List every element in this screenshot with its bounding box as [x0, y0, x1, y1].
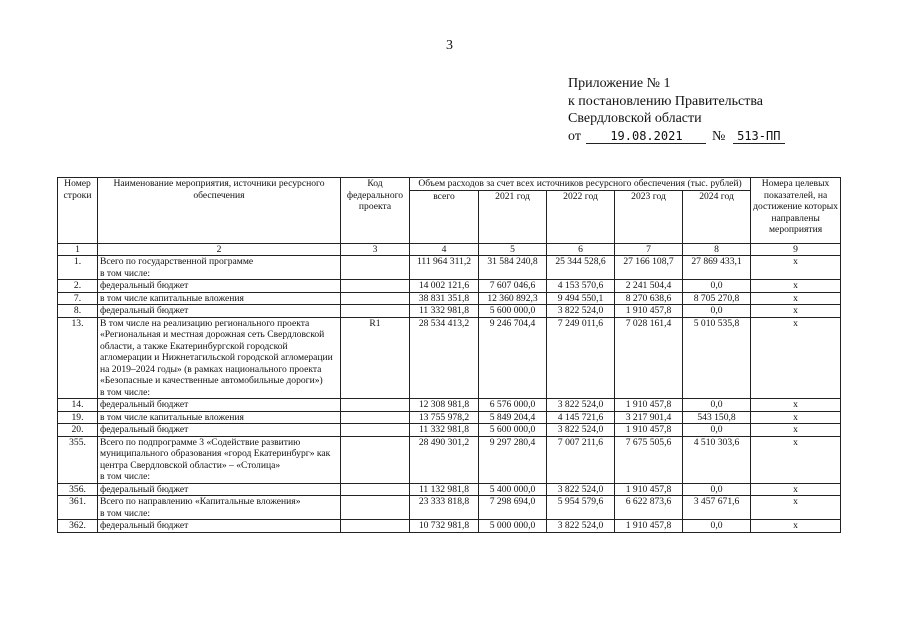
column-number: 7: [615, 243, 683, 256]
column-number: 4: [410, 243, 479, 256]
federal-project-code-cell: [341, 399, 410, 412]
value-2021-cell: 5 849 204,4: [479, 411, 547, 424]
target-indicator-cell: х: [751, 399, 841, 412]
header-row-no: Номер строки: [58, 178, 98, 244]
value-2022-cell: 25 344 528,6: [547, 256, 615, 280]
value-2024-cell: 8 705 270,8: [683, 292, 751, 305]
total-cell: 14 002 121,6: [410, 280, 479, 293]
header-name: Наименование мероприятия, источники ресурсного обеспечения: [98, 178, 341, 244]
column-numbers-row: [58, 243, 841, 256]
table-row: [58, 292, 841, 305]
target-indicator-cell: х: [751, 483, 841, 496]
value-2024-cell: 4 510 303,6: [683, 436, 751, 483]
value-2024-cell: 0,0: [683, 280, 751, 293]
value-2022-cell: 5 954 579,6: [547, 496, 615, 520]
number-label: №: [711, 128, 726, 144]
value-2024-cell: 27 869 433,1: [683, 256, 751, 280]
column-number: 5: [479, 243, 547, 256]
value-2023-cell: 7 675 505,6: [615, 436, 683, 483]
row-name-cell: в том числе капитальные вложения: [98, 292, 341, 305]
federal-project-code-cell: [341, 292, 410, 305]
federal-project-code-cell: [341, 256, 410, 280]
total-cell: 13 755 978,2: [410, 411, 479, 424]
row-name-cell: федеральный бюджет: [98, 305, 341, 318]
row-name-cell: Всего по направлению «Капитальные вложения» в том числе:: [98, 496, 341, 520]
target-indicator-cell: х: [751, 520, 841, 533]
table-row: [58, 483, 841, 496]
target-indicator-cell: х: [751, 305, 841, 318]
total-cell: 11 332 981,8: [410, 424, 479, 437]
header-total: всего: [410, 190, 479, 243]
value-2022-cell: 7 007 211,6: [547, 436, 615, 483]
target-indicator-cell: х: [751, 292, 841, 305]
row-number-cell: 356.: [58, 483, 98, 496]
total-cell: 28 534 413,2: [410, 317, 479, 399]
table-row: [58, 256, 841, 280]
value-2024-cell: 0,0: [683, 399, 751, 412]
row-number-cell: 7.: [58, 292, 98, 305]
row-name-cell: федеральный бюджет: [98, 424, 341, 437]
value-2021-cell: 31 584 240,8: [479, 256, 547, 280]
value-2023-cell: 3 217 901,4: [615, 411, 683, 424]
value-2022-cell: 3 822 524,0: [547, 305, 615, 318]
value-2023-cell: 1 910 457,8: [615, 520, 683, 533]
total-cell: 11 132 981,8: [410, 483, 479, 496]
value-2024-cell: 5 010 535,8: [683, 317, 751, 399]
value-2024-cell: 543 150,8: [683, 411, 751, 424]
federal-project-code-cell: [341, 520, 410, 533]
row-number-cell: 361.: [58, 496, 98, 520]
appendix-date-line: [568, 128, 785, 146]
row-number-cell: 362.: [58, 520, 98, 533]
federal-project-code-cell: [341, 424, 410, 437]
appendix-region: Свердловской области: [568, 111, 702, 126]
header-code: Код федерального проекта: [341, 178, 410, 244]
value-2023-cell: 1 910 457,8: [615, 483, 683, 496]
federal-project-code-cell: [341, 305, 410, 318]
total-cell: 10 732 981,8: [410, 520, 479, 533]
row-number-cell: 1.: [58, 256, 98, 280]
row-number-cell: 14.: [58, 399, 98, 412]
from-label: от: [568, 128, 581, 144]
row-name-cell: федеральный бюджет: [98, 399, 341, 412]
appendix-block: [568, 75, 785, 145]
row-name-cell: Всего по государственной программе в том числе:: [98, 256, 341, 280]
federal-project-code-cell: [341, 496, 410, 520]
table-row: [58, 520, 841, 533]
value-2022-cell: 7 249 011,6: [547, 317, 615, 399]
federal-project-code-cell: [341, 436, 410, 483]
column-number: 3: [341, 243, 410, 256]
value-2023-cell: 27 166 108,7: [615, 256, 683, 280]
table-row: [58, 317, 841, 399]
value-2021-cell: 6 576 000,0: [479, 399, 547, 412]
federal-project-code-cell: [341, 280, 410, 293]
value-2024-cell: 3 457 671,6: [683, 496, 751, 520]
header-2022: 2022 год: [547, 190, 615, 243]
federal-project-code-cell: R1: [341, 317, 410, 399]
total-cell: 11 332 981,8: [410, 305, 479, 318]
header-2021: 2021 год: [479, 190, 547, 243]
table-row: [58, 411, 841, 424]
table-row: [58, 399, 841, 412]
resolution-number: 513-ПП: [733, 129, 785, 144]
header-volume: Объем расходов за счет всех источников ресурсного обеспечения (тыс. рублей): [410, 178, 751, 191]
table-row: [58, 424, 841, 437]
value-2021-cell: 7 607 046,6: [479, 280, 547, 293]
total-cell: 38 831 351,8: [410, 292, 479, 305]
column-number: 9: [751, 243, 841, 256]
row-number-cell: 2.: [58, 280, 98, 293]
appendix-title: Приложение № 1: [568, 76, 671, 91]
value-2021-cell: 7 298 694,0: [479, 496, 547, 520]
target-indicator-cell: х: [751, 317, 841, 399]
value-2024-cell: 0,0: [683, 520, 751, 533]
value-2021-cell: 5 000 000,0: [479, 520, 547, 533]
row-name-cell: В том числе на реализацию регионального проекта «Региональная и местная дорожная сеть Свердловской области, а также Екатеринбургской городской агломерации и Нижнетагильской городской агломерации на 2019–2024 годы» (в рамках национального проекта «Безопасные и качественные автомобильные дороги») в том числе:: [98, 317, 341, 399]
row-name-cell: федеральный бюджет: [98, 280, 341, 293]
value-2021-cell: 12 360 892,3: [479, 292, 547, 305]
target-indicator-cell: х: [751, 436, 841, 483]
value-2024-cell: 0,0: [683, 424, 751, 437]
value-2023-cell: 1 910 457,8: [615, 424, 683, 437]
value-2021-cell: 5 400 000,0: [479, 483, 547, 496]
appendix-resolution: к постановлению Правительства: [568, 93, 764, 109]
column-number: 6: [547, 243, 615, 256]
value-2022-cell: 3 822 524,0: [547, 399, 615, 412]
value-2022-cell: 3 822 524,0: [547, 520, 615, 533]
row-number-cell: 20.: [58, 424, 98, 437]
total-cell: 111 964 311,2: [410, 256, 479, 280]
value-2021-cell: 5 600 000,0: [479, 424, 547, 437]
value-2022-cell: 4 145 721,6: [547, 411, 615, 424]
resource-table: [57, 177, 841, 533]
target-indicator-cell: х: [751, 496, 841, 520]
row-number-cell: 19.: [58, 411, 98, 424]
value-2021-cell: 9 297 280,4: [479, 436, 547, 483]
total-cell: 23 333 818,8: [410, 496, 479, 520]
column-number: 2: [98, 243, 341, 256]
table-row: [58, 305, 841, 318]
value-2024-cell: 0,0: [683, 483, 751, 496]
value-2022-cell: 3 822 524,0: [547, 424, 615, 437]
target-indicator-cell: х: [751, 411, 841, 424]
federal-project-code-cell: [341, 411, 410, 424]
page-number: 3: [446, 38, 453, 53]
target-indicator-cell: х: [751, 424, 841, 437]
header-row: [58, 178, 841, 191]
column-number: 1: [58, 243, 98, 256]
row-number-cell: 8.: [58, 305, 98, 318]
value-2023-cell: 1 910 457,8: [615, 305, 683, 318]
value-2023-cell: 6 622 873,6: [615, 496, 683, 520]
header-2023: 2023 год: [615, 190, 683, 243]
column-number: 8: [683, 243, 751, 256]
value-2021-cell: 5 600 000,0: [479, 305, 547, 318]
federal-project-code-cell: [341, 483, 410, 496]
value-2022-cell: 3 822 524,0: [547, 483, 615, 496]
total-cell: 12 308 981,8: [410, 399, 479, 412]
target-indicator-cell: х: [751, 280, 841, 293]
value-2023-cell: 7 028 161,4: [615, 317, 683, 399]
table-row: [58, 496, 841, 520]
value-2023-cell: 2 241 504,4: [615, 280, 683, 293]
row-name-cell: федеральный бюджет: [98, 520, 341, 533]
value-2023-cell: 1 910 457,8: [615, 399, 683, 412]
table-row: [58, 436, 841, 483]
header-2024: 2024 год: [683, 190, 751, 243]
total-cell: 28 490 301,2: [410, 436, 479, 483]
header-targets: Номера целевых показателей, на достижение которых направлены мероприятия: [751, 178, 841, 244]
value-2022-cell: 4 153 570,6: [547, 280, 615, 293]
value-2023-cell: 8 270 638,6: [615, 292, 683, 305]
value-2024-cell: 0,0: [683, 305, 751, 318]
row-name-cell: в том числе капитальные вложения: [98, 411, 341, 424]
resolution-date: 19.08.2021: [586, 129, 706, 144]
row-number-cell: 355.: [58, 436, 98, 483]
value-2021-cell: 9 246 704,4: [479, 317, 547, 399]
row-number-cell: 13.: [58, 317, 98, 399]
target-indicator-cell: х: [751, 256, 841, 280]
value-2022-cell: 9 494 550,1: [547, 292, 615, 305]
table-row: [58, 280, 841, 293]
row-name-cell: федеральный бюджет: [98, 483, 341, 496]
row-name-cell: Всего по подпрограмме 3 «Содействие развитию муниципального образования «город Екатеринбург» как центра Свердловской области» – «Столица» в том числе:: [98, 436, 341, 483]
